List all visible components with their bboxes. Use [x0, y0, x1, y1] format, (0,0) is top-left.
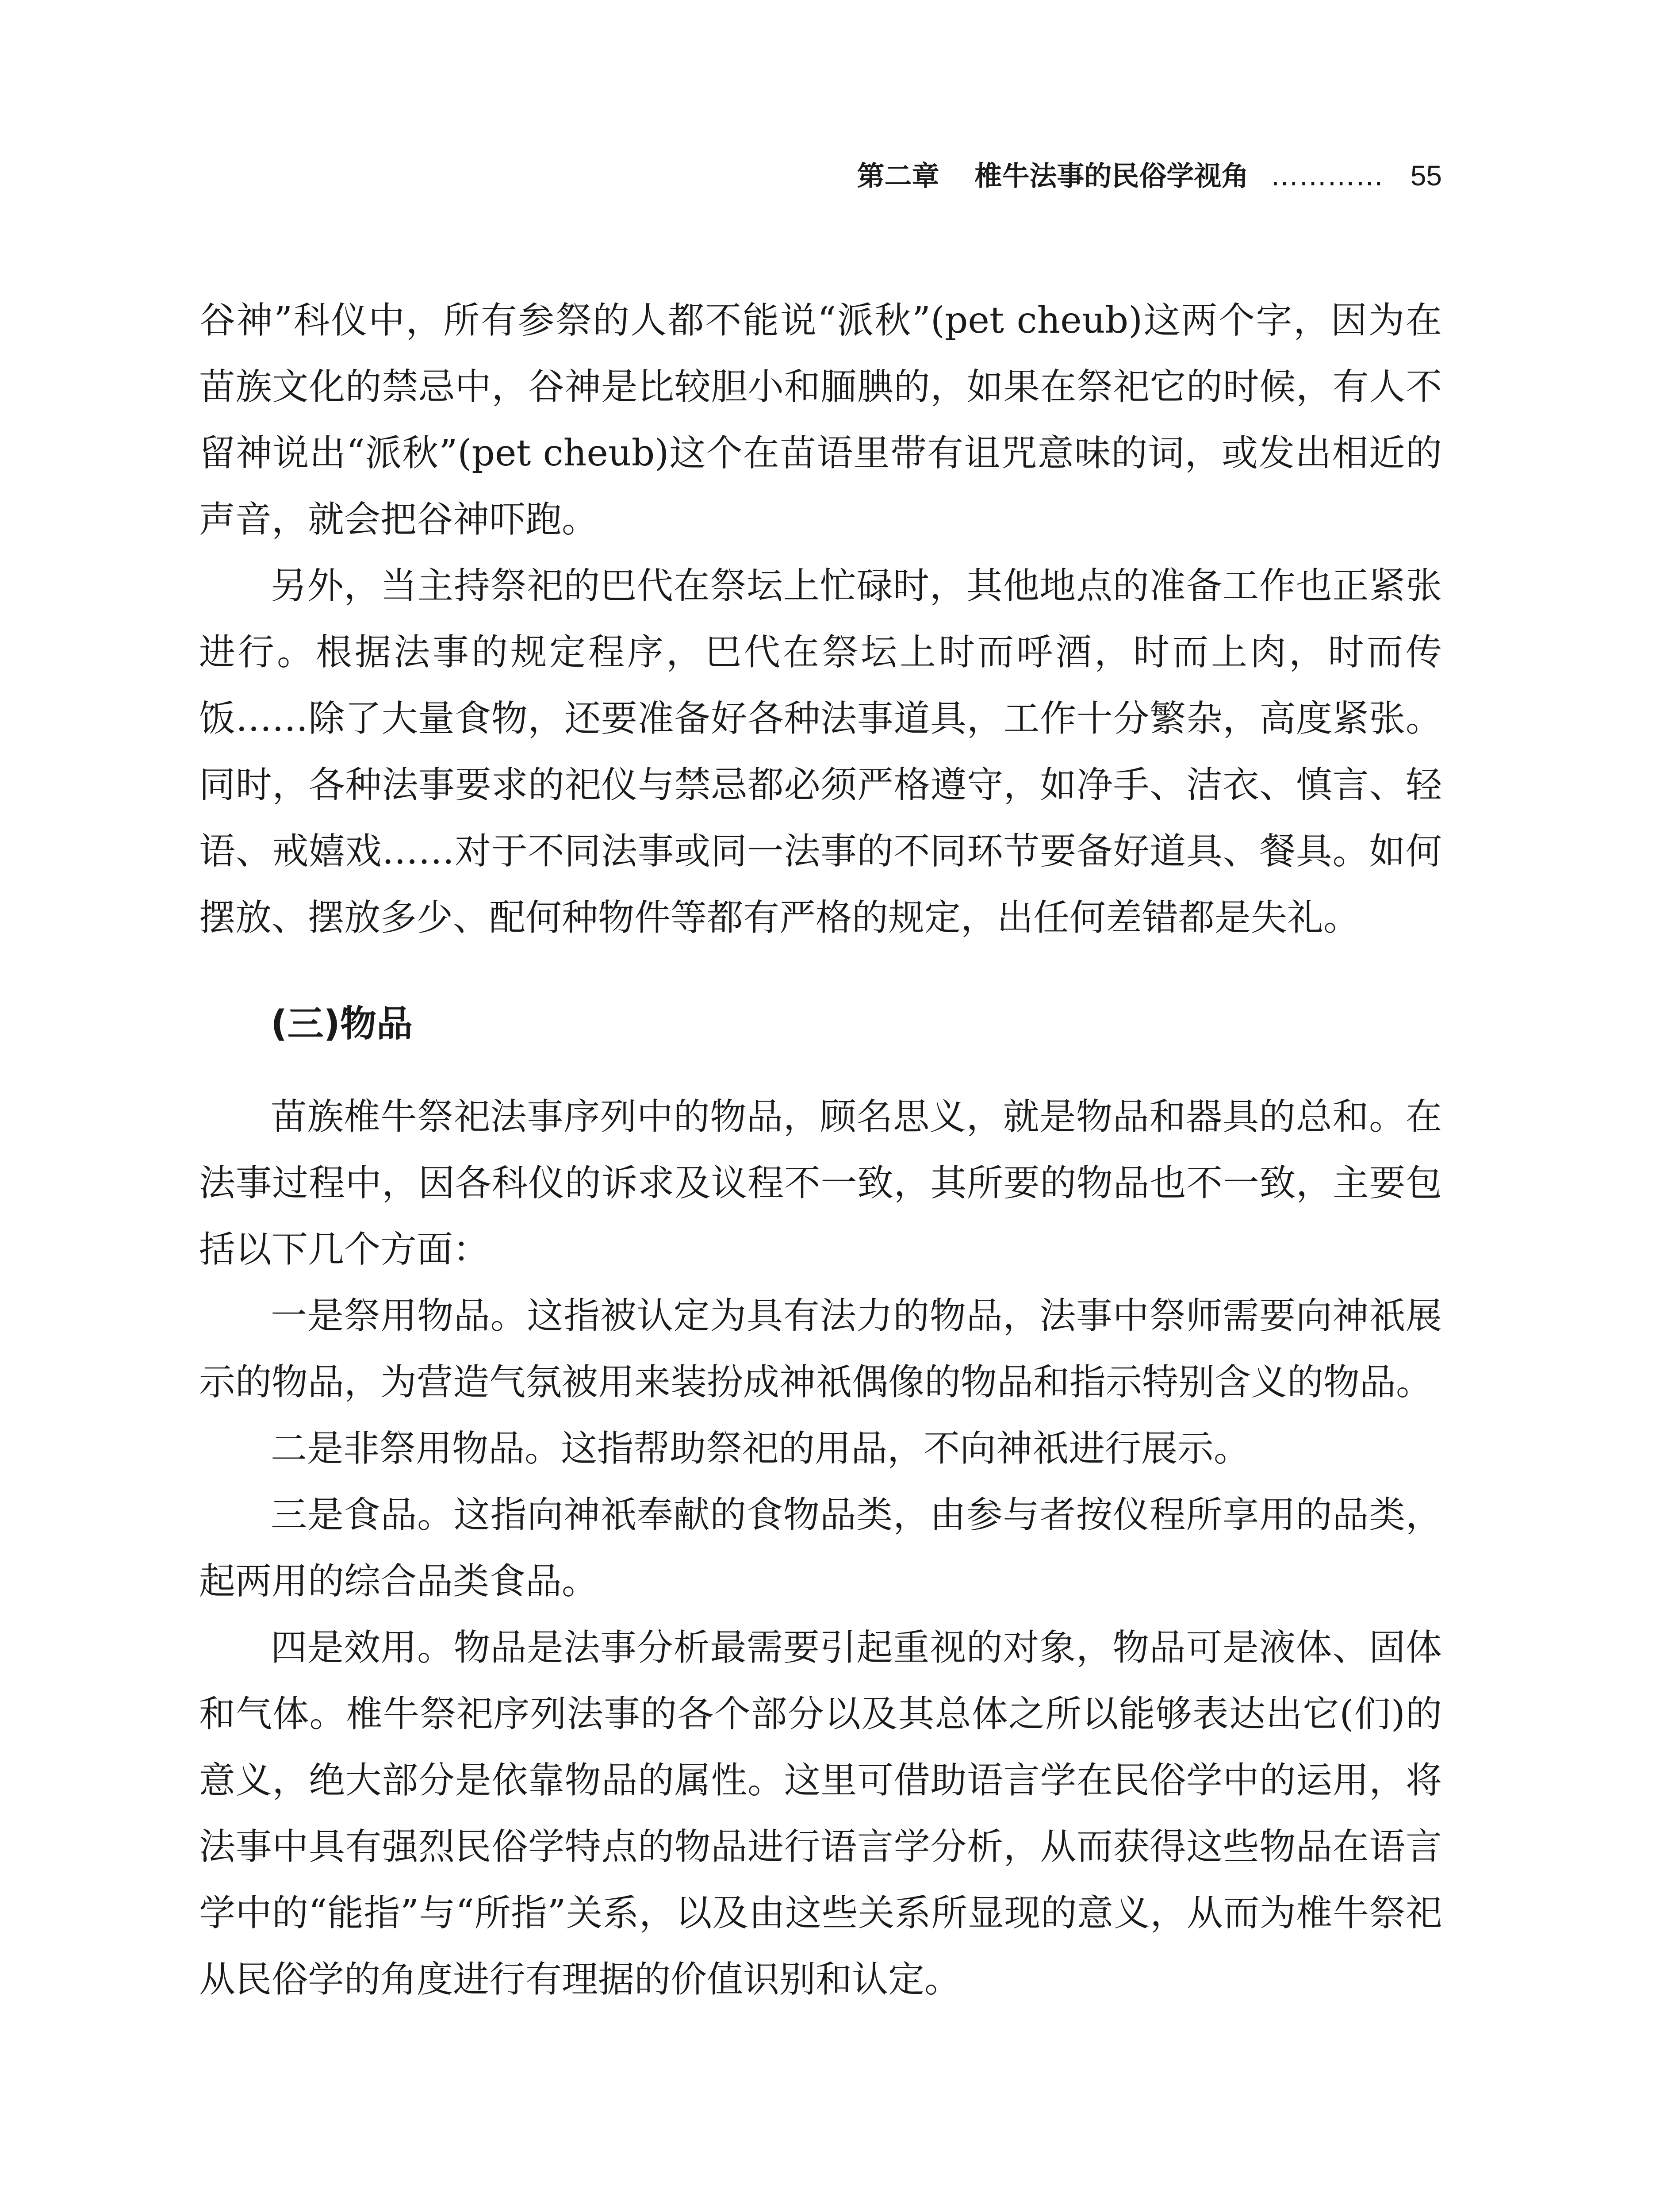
paragraph: 一是祭用物品。这指被认定为具有法力的物品，法事中祭师需要向神祇展示的物品，为营造气氛被用来装扮成神祇偶像的物品和指示特别含义的物品。: [199, 1295, 1442, 1403]
paragraph: 苗族椎牛祭祀法事序列中的物品，顾名思义，就是物品和器具的总和。在法事过程中，因各科仪的诉求及议程不一致，其所要的物品也不一致，主要包括以下几个方面：: [199, 1096, 1442, 1271]
section-heading: (三)物品: [271, 1003, 413, 1045]
paragraph: 另外，当主持祭祀的巴代在祭坛上忙碌时，其他地点的准备工作也正紧张进行。根据法事的规定程序，巴代在祭坛上时而呼酒，时而上肉，时而传饭……除了大量食物，还要准备好各种法事道具，工作十分繁杂，高度紧张。同时，各种法事要求的祀仪与禁忌都必须严格遵守，如净手、洁衣、慎言、轻语、戒嬉戏……对于不同法事或同一法事的不同环节要备好道具、餐具。如何摆放、摆放多少、配何种物件等都有严格的规定，出任何差错都是失礼。: [199, 565, 1442, 939]
page-number: 55: [1410, 160, 1442, 192]
paragraph: 四是效用。物品是法事分析最需要引起重视的对象，物品可是液体、固体和气体。椎牛祭祀序列法事的各个部分以及其总体之所以能够表达出它(们)的意义，绝大部分是依靠物品的属性。这里可借助语言学在民俗学中的运用，将法事中具有强烈民俗学特点的物品进行语言学分析，从而获得这些物品在语言学中的“能指”与“所指”关系，以及由这些关系所显现的意义，从而为椎牛祭祀从民俗学的角度进行有理据的价值识别和认定。: [199, 1627, 1442, 2001]
paragraph-continued: 谷神”科仪中，所有参祭的人都不能说“派秋”(pet cheub)这两个字，因为在苗族文化的禁忌中，谷神是比较胆小和腼腆的，如果在祭祀它的时候，有人不留神说出“派秋”(pet cheub)这个在苗语里带有诅咒意味的词，或发出相近的声音，就会把谷神吓跑。: [199, 300, 1442, 541]
running-head-chapter: 第二章: [857, 160, 939, 192]
paragraph: 二是非祭用物品。这指帮助祭祀的用品，不向神祇进行展示。: [271, 1428, 1250, 1470]
text-body: [199, 288, 1442, 2013]
running-head-title: 椎牛法事的民俗学视角: [974, 160, 1249, 192]
running-head-leader: …………: [1271, 160, 1384, 192]
paragraph: 三是食品。这指向神祇奉献的食物品类，由参与者按仪程所享用的品类，起两用的综合品类食品。: [199, 1494, 1442, 1602]
running-head: [0, 156, 1442, 196]
